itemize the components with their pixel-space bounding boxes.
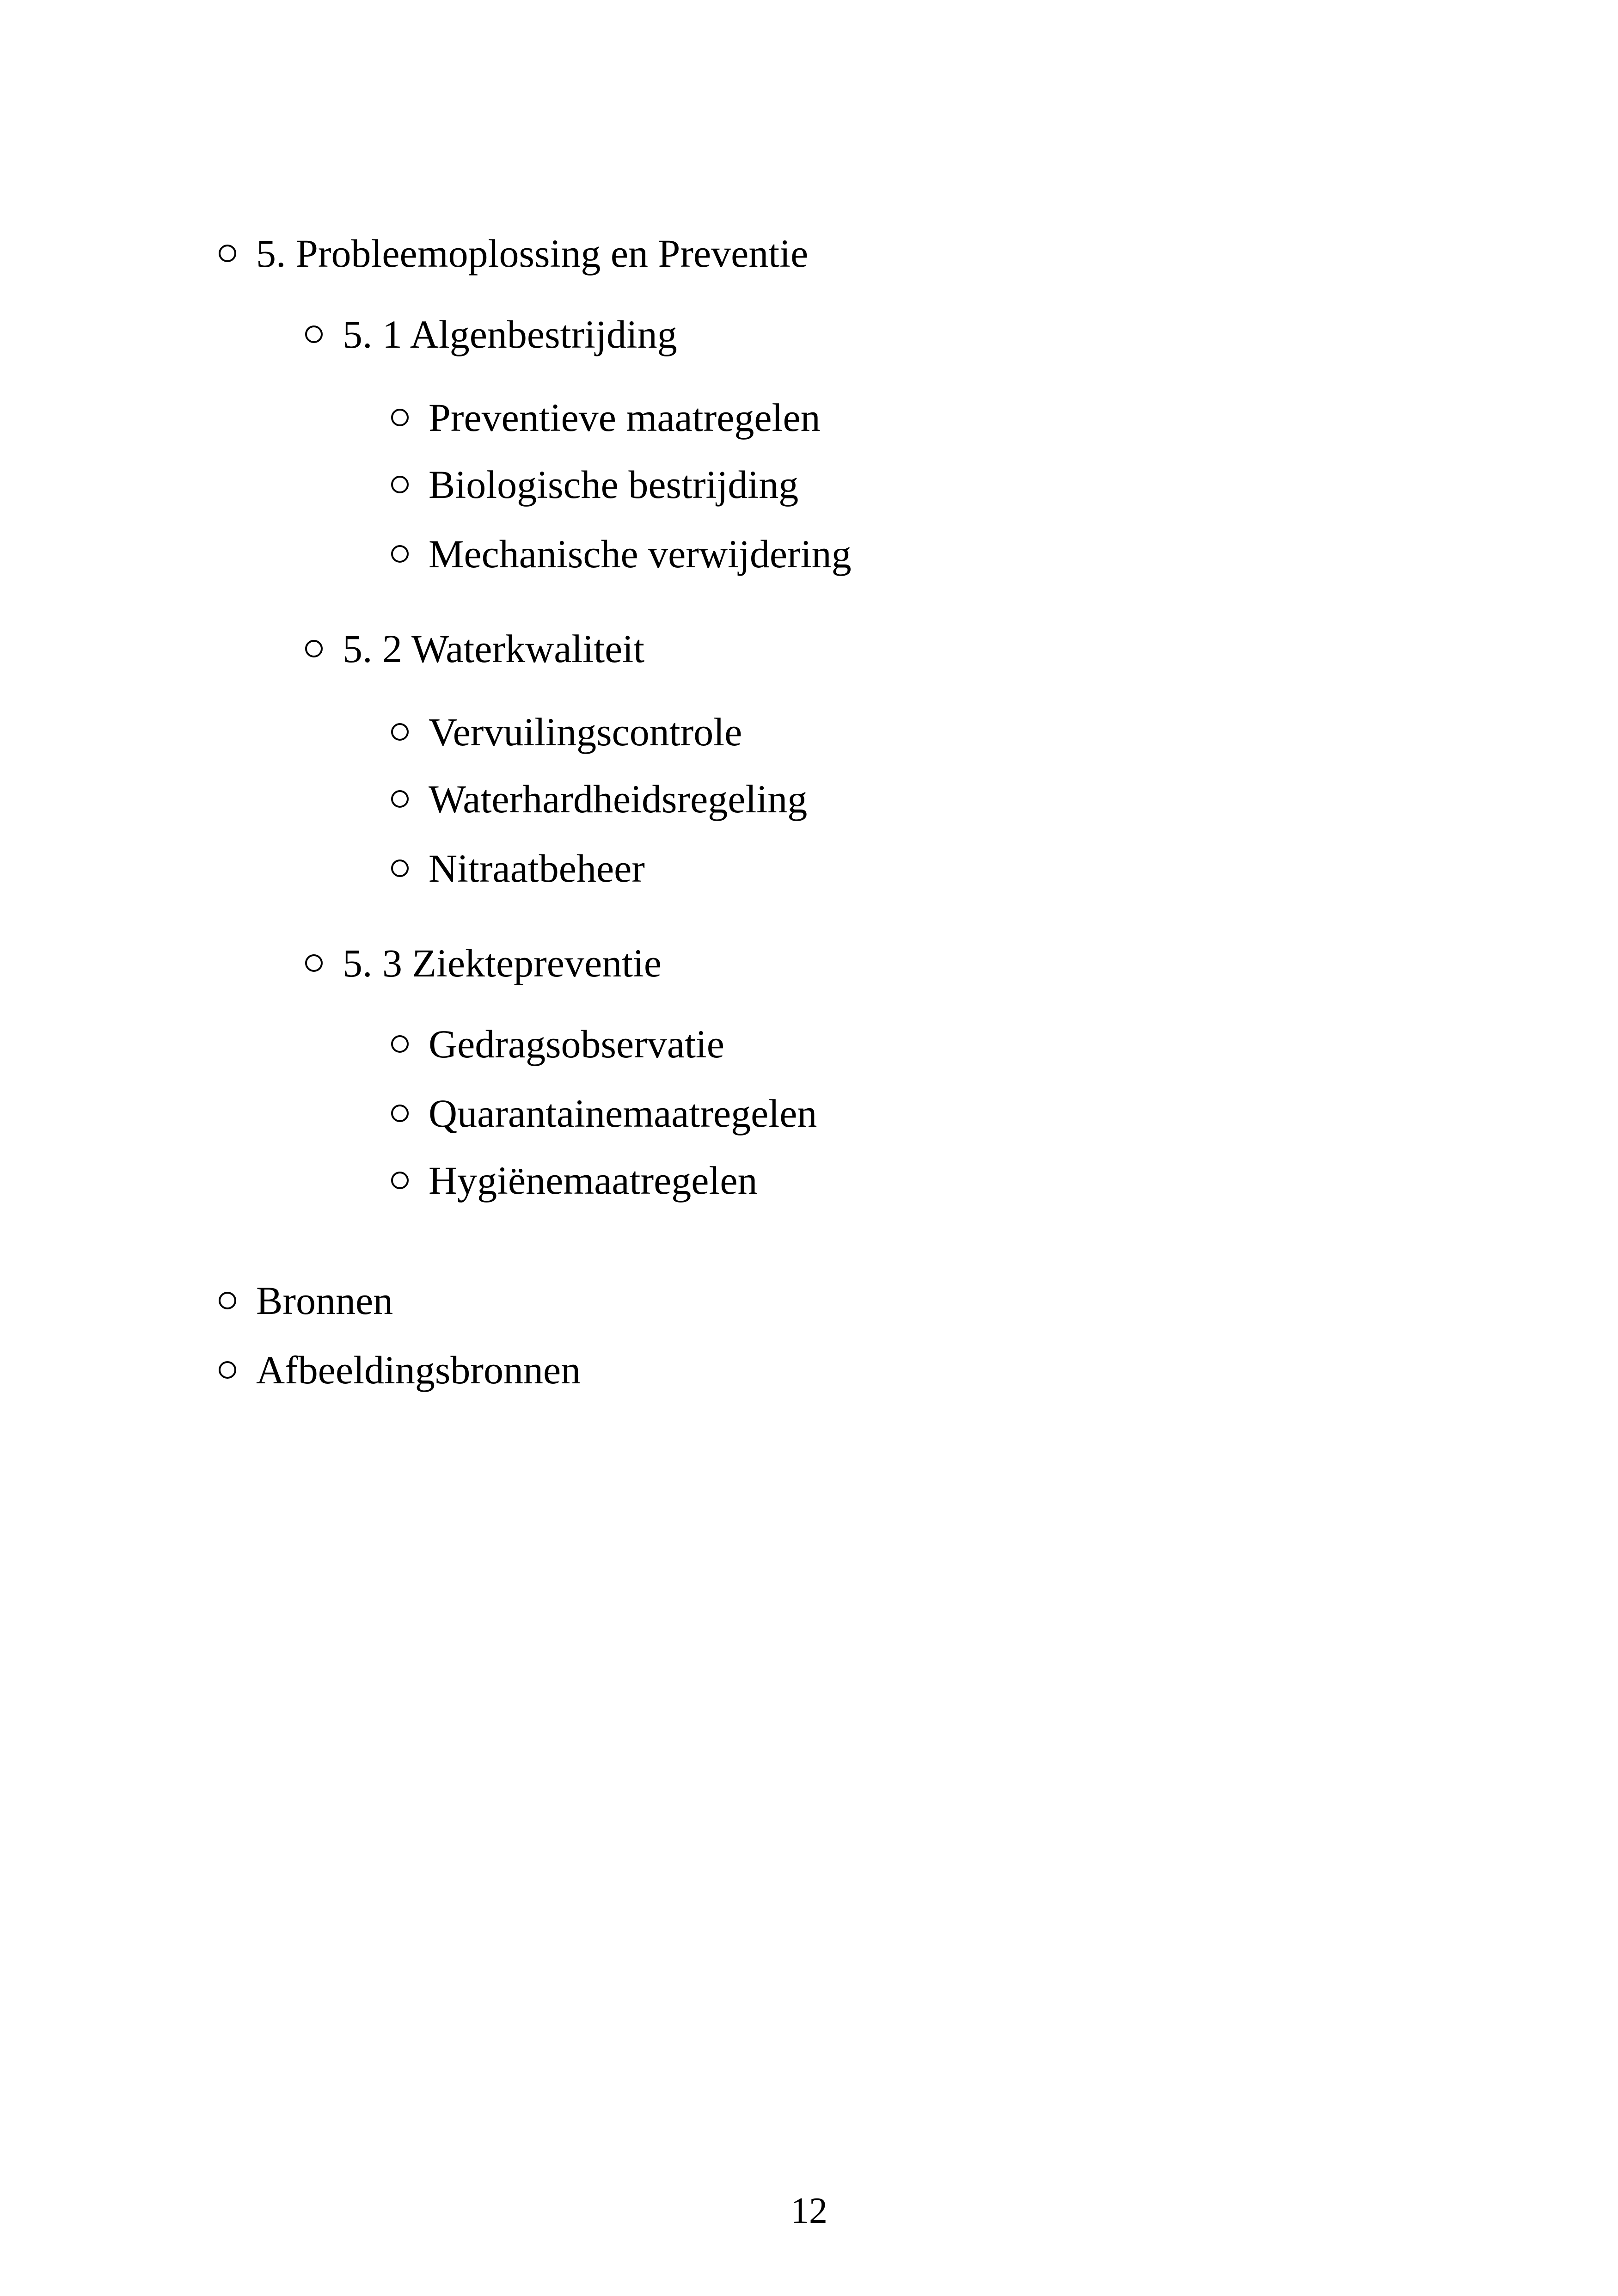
toc-entry-waterhardheidsregeling[interactable] — [391, 779, 807, 819]
toc-entry-label: 5. 1 Algenbestrijding — [343, 312, 677, 356]
circle-bullet-icon — [219, 1361, 236, 1379]
toc-entry-label: Bronnen — [256, 1278, 393, 1323]
toc-entry-afbeeldingsbronnen[interactable] — [219, 1350, 581, 1390]
toc-entry-section-5[interactable] — [219, 231, 809, 276]
circle-bullet-icon — [305, 640, 323, 657]
toc-entry-label: Quarantainemaatregelen — [429, 1091, 817, 1136]
circle-bullet-icon — [391, 1035, 409, 1053]
toc-entry-section-5-1[interactable] — [305, 314, 677, 354]
toc-entry-mechanische-verwijdering[interactable] — [391, 534, 852, 574]
toc-entry-label: Mechanische verwijdering — [429, 532, 852, 576]
toc-entry-label: 5. 3 Ziektepreventie — [343, 941, 662, 985]
toc-entry-label: Waterhardheidsregeling — [429, 777, 808, 821]
toc-entry-biologische-bestrijding[interactable] — [391, 462, 799, 507]
toc-entry-quarantainemaatregelen[interactable] — [391, 1091, 817, 1136]
toc-entry-label: Preventieve maatregelen — [429, 395, 821, 440]
toc-entry-label: Vervuilingscontrole — [429, 710, 742, 754]
toc-entry-label: Biologische bestrijding — [429, 462, 799, 507]
page-number: 12 — [791, 2191, 827, 2231]
toc-entry-section-5-3[interactable] — [305, 943, 662, 983]
toc-entry-label: Afbeeldingsbronnen — [256, 1348, 581, 1392]
circle-bullet-icon — [391, 723, 409, 741]
toc-entry-vervuilingscontrole[interactable] — [391, 712, 742, 752]
toc-entry-preventieve-maatregelen[interactable] — [391, 395, 821, 440]
toc-entry-hygienemaatregelen[interactable] — [391, 1158, 758, 1203]
toc-entry-nitraatbeheer[interactable] — [391, 848, 645, 888]
circle-bullet-icon — [391, 859, 409, 877]
toc-entry-gedragsobservatie[interactable] — [391, 1024, 724, 1064]
circle-bullet-icon — [391, 545, 409, 563]
circle-bullet-icon — [391, 1172, 409, 1189]
toc-entry-label: 5. Probleemoplossing en Preventie — [256, 231, 809, 276]
toc-entry-section-5-2[interactable] — [305, 626, 645, 671]
circle-bullet-icon — [219, 245, 236, 262]
circle-bullet-icon — [391, 476, 409, 493]
toc-entry-bronnen[interactable] — [219, 1278, 393, 1323]
circle-bullet-icon — [305, 954, 323, 972]
toc-entry-label: Nitraatbeheer — [429, 846, 645, 890]
toc-entry-label: Gedragsobservatie — [429, 1022, 724, 1066]
circle-bullet-icon — [391, 790, 409, 808]
circle-bullet-icon — [305, 325, 323, 343]
circle-bullet-icon — [391, 409, 409, 426]
toc-entry-label: 5. 2 Waterkwaliteit — [343, 626, 645, 671]
circle-bullet-icon — [391, 1105, 409, 1122]
circle-bullet-icon — [219, 1292, 236, 1309]
toc-entry-label: Hygiënemaatregelen — [429, 1158, 758, 1203]
